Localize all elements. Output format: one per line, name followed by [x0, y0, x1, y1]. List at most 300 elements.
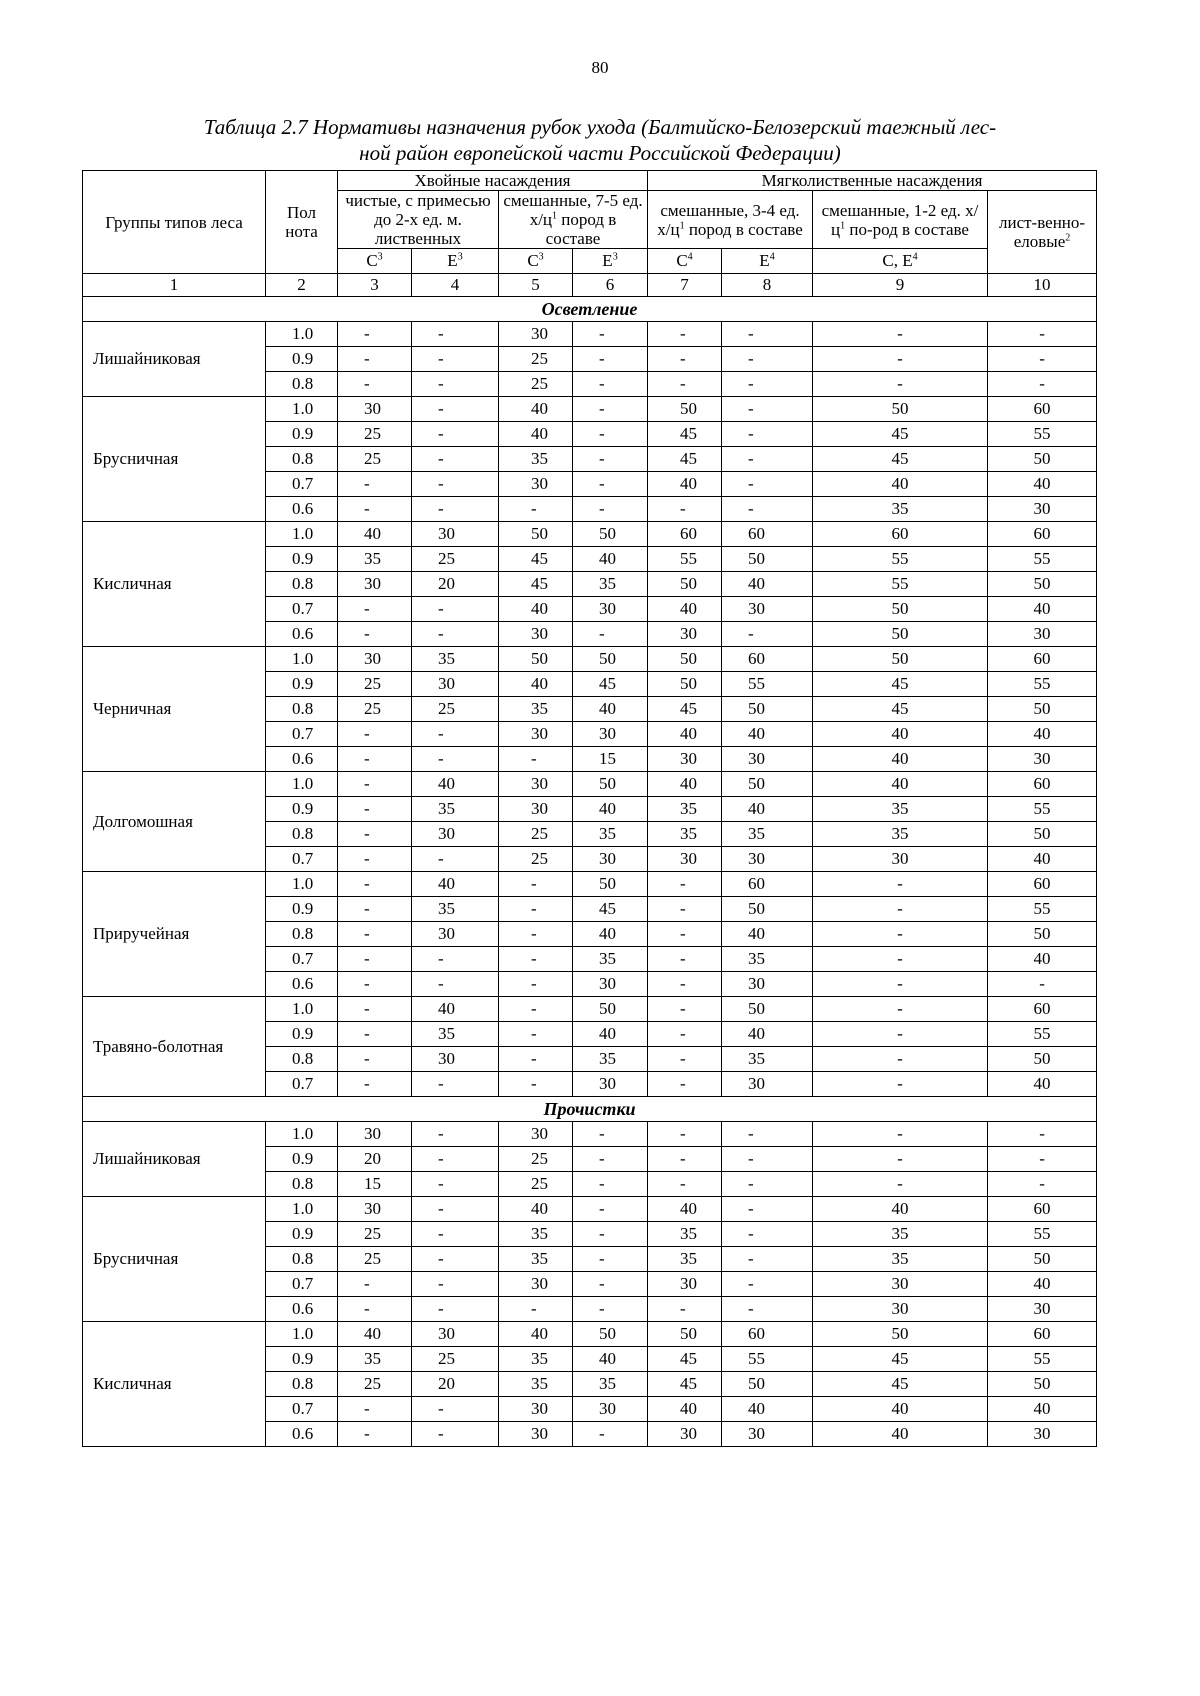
- value-cell: 30: [338, 572, 412, 597]
- value-cell: 45: [813, 697, 988, 722]
- value-cell: -: [338, 472, 412, 497]
- value-cell: 25: [499, 822, 573, 847]
- value-cell: 60: [813, 522, 988, 547]
- value-cell: -: [813, 1122, 988, 1147]
- value-cell: 30: [412, 1047, 499, 1072]
- value-cell: 45: [573, 897, 648, 922]
- value-cell: -: [412, 622, 499, 647]
- value-cell: 25: [412, 547, 499, 572]
- density-cell: 1.0: [266, 322, 338, 347]
- value-cell: 50: [648, 397, 722, 422]
- value-cell: 30: [648, 747, 722, 772]
- header-forest-group: Группы типов леса: [83, 171, 266, 274]
- value-cell: -: [722, 1147, 813, 1172]
- value-cell: -: [988, 1122, 1097, 1147]
- column-number: 3: [338, 274, 412, 297]
- value-cell: -: [722, 1122, 813, 1147]
- value-cell: -: [412, 1172, 499, 1197]
- value-cell: -: [648, 1072, 722, 1097]
- value-cell: 40: [722, 797, 813, 822]
- value-cell: 50: [988, 1047, 1097, 1072]
- value-cell: 40: [988, 947, 1097, 972]
- header-sub: $С^3$: [338, 249, 412, 274]
- density-cell: 0.9: [266, 1147, 338, 1172]
- value-cell: 45: [813, 1347, 988, 1372]
- value-cell: 55: [988, 897, 1097, 922]
- value-cell: -: [722, 472, 813, 497]
- value-cell: -: [412, 1147, 499, 1172]
- value-cell: 30: [722, 972, 813, 997]
- value-cell: -: [648, 372, 722, 397]
- value-cell: 50: [499, 647, 573, 672]
- value-cell: 40: [338, 1322, 412, 1347]
- value-cell: -: [648, 972, 722, 997]
- table-row: [83, 522, 1097, 547]
- value-cell: -: [573, 472, 648, 497]
- value-cell: 40: [722, 1397, 813, 1422]
- value-cell: 35: [338, 1347, 412, 1372]
- value-cell: 50: [648, 672, 722, 697]
- value-cell: -: [813, 922, 988, 947]
- value-cell: -: [338, 822, 412, 847]
- value-cell: -: [573, 1247, 648, 1272]
- value-cell: -: [412, 747, 499, 772]
- density-cell: 0.9: [266, 547, 338, 572]
- value-cell: 45: [573, 672, 648, 697]
- column-number: 1: [83, 274, 266, 297]
- value-cell: 40: [573, 1022, 648, 1047]
- column-number: 7: [648, 274, 722, 297]
- forest-group-name: Лишайниковая: [83, 1122, 266, 1197]
- value-cell: 40: [988, 1397, 1097, 1422]
- density-cell: 1.0: [266, 1322, 338, 1347]
- value-cell: 30: [338, 647, 412, 672]
- value-cell: -: [573, 622, 648, 647]
- value-cell: 40: [338, 522, 412, 547]
- value-cell: 50: [648, 1322, 722, 1347]
- value-cell: 55: [988, 672, 1097, 697]
- density-cell: 0.7: [266, 1397, 338, 1422]
- value-cell: -: [813, 872, 988, 897]
- value-cell: 35: [499, 1347, 573, 1372]
- value-cell: 35: [722, 1047, 813, 1072]
- value-cell: 15: [338, 1172, 412, 1197]
- density-cell: 1.0: [266, 522, 338, 547]
- value-cell: 50: [499, 522, 573, 547]
- value-cell: -: [813, 372, 988, 397]
- value-cell: -: [573, 1297, 648, 1322]
- value-cell: 25: [338, 422, 412, 447]
- section-row: [83, 1097, 1097, 1122]
- value-cell: 20: [412, 1372, 499, 1397]
- value-cell: -: [499, 1072, 573, 1097]
- header-softwood: Мягколиственные насаждения: [648, 171, 1097, 191]
- value-cell: -: [338, 847, 412, 872]
- forest-group-name: Лишайниковая: [83, 322, 266, 397]
- density-cell: 0.7: [266, 597, 338, 622]
- value-cell: -: [338, 622, 412, 647]
- density-cell: 0.6: [266, 972, 338, 997]
- value-cell: 40: [988, 597, 1097, 622]
- column-number: 10: [988, 274, 1097, 297]
- value-cell: -: [648, 1297, 722, 1322]
- value-cell: -: [988, 972, 1097, 997]
- density-cell: 0.9: [266, 1222, 338, 1247]
- value-cell: 30: [499, 722, 573, 747]
- value-cell: 30: [988, 497, 1097, 522]
- header-coniferous: Хвойные насаждения: [338, 171, 648, 191]
- value-cell: -: [412, 1072, 499, 1097]
- value-cell: -: [573, 347, 648, 372]
- value-cell: 30: [988, 1422, 1097, 1447]
- value-cell: 40: [988, 847, 1097, 872]
- value-cell: -: [573, 1197, 648, 1222]
- value-cell: 30: [412, 672, 499, 697]
- value-cell: 35: [573, 822, 648, 847]
- forest-group-name: Травяно-болотная: [83, 997, 266, 1097]
- value-cell: 35: [813, 822, 988, 847]
- value-cell: -: [412, 447, 499, 472]
- value-cell: 15: [573, 747, 648, 772]
- value-cell: 60: [722, 1322, 813, 1347]
- value-cell: -: [648, 347, 722, 372]
- value-cell: 50: [988, 1372, 1097, 1397]
- header-sub: $Е^3$: [573, 249, 648, 274]
- value-cell: -: [412, 472, 499, 497]
- value-cell: 55: [988, 1347, 1097, 1372]
- density-cell: 0.8: [266, 572, 338, 597]
- value-cell: -: [573, 1147, 648, 1172]
- value-cell: 40: [499, 1197, 573, 1222]
- value-cell: 40: [573, 547, 648, 572]
- value-cell: 30: [412, 1322, 499, 1347]
- value-cell: -: [722, 397, 813, 422]
- value-cell: 55: [813, 547, 988, 572]
- value-cell: 25: [338, 697, 412, 722]
- value-cell: 25: [338, 672, 412, 697]
- value-cell: -: [722, 497, 813, 522]
- value-cell: 30: [412, 922, 499, 947]
- value-cell: 40: [412, 997, 499, 1022]
- value-cell: 25: [499, 372, 573, 397]
- value-cell: 35: [648, 822, 722, 847]
- value-cell: -: [648, 322, 722, 347]
- value-cell: 40: [988, 1272, 1097, 1297]
- value-cell: -: [988, 347, 1097, 372]
- value-cell: 40: [412, 772, 499, 797]
- value-cell: -: [338, 372, 412, 397]
- value-cell: 60: [988, 397, 1097, 422]
- value-cell: 25: [338, 447, 412, 472]
- value-cell: -: [412, 497, 499, 522]
- value-cell: -: [722, 322, 813, 347]
- value-cell: 50: [988, 697, 1097, 722]
- value-cell: 25: [499, 1147, 573, 1172]
- value-cell: 35: [499, 1222, 573, 1247]
- value-cell: -: [499, 747, 573, 772]
- value-cell: -: [648, 497, 722, 522]
- value-cell: 50: [988, 822, 1097, 847]
- value-cell: -: [412, 847, 499, 872]
- density-cell: 1.0: [266, 1122, 338, 1147]
- value-cell: 30: [648, 1272, 722, 1297]
- density-cell: 0.9: [266, 1022, 338, 1047]
- column-number: 5: [499, 274, 573, 297]
- column-number: 2: [266, 274, 338, 297]
- value-cell: 30: [499, 772, 573, 797]
- density-cell: 0.8: [266, 922, 338, 947]
- table-row: [83, 997, 1097, 1022]
- value-cell: 35: [412, 897, 499, 922]
- value-cell: -: [813, 1147, 988, 1172]
- value-cell: 30: [338, 1122, 412, 1147]
- value-cell: 30: [499, 322, 573, 347]
- value-cell: -: [648, 872, 722, 897]
- section-title: Прочистки: [83, 1097, 1097, 1122]
- value-cell: 30: [988, 1297, 1097, 1322]
- value-cell: 25: [499, 1172, 573, 1197]
- value-cell: -: [722, 372, 813, 397]
- density-cell: 1.0: [266, 872, 338, 897]
- value-cell: 55: [988, 797, 1097, 822]
- forest-group-name: Кисличная: [83, 1322, 266, 1447]
- table-row: [83, 322, 1097, 347]
- value-cell: 25: [338, 1247, 412, 1272]
- page-number: 80: [591, 58, 609, 77]
- density-cell: 0.6: [266, 497, 338, 522]
- value-cell: 35: [648, 797, 722, 822]
- value-cell: 30: [988, 622, 1097, 647]
- value-cell: 40: [813, 472, 988, 497]
- value-cell: -: [648, 922, 722, 947]
- density-cell: 0.7: [266, 722, 338, 747]
- value-cell: 40: [499, 672, 573, 697]
- value-cell: 45: [813, 672, 988, 697]
- value-cell: -: [813, 1072, 988, 1097]
- value-cell: 35: [499, 447, 573, 472]
- header-mixed-1-2: смешанные, 1-2 ед. $х/ц^1$ по-род в составе: [813, 191, 988, 249]
- value-cell: -: [499, 497, 573, 522]
- value-cell: 30: [813, 1297, 988, 1322]
- value-cell: -: [813, 1172, 988, 1197]
- value-cell: -: [988, 322, 1097, 347]
- density-cell: 1.0: [266, 1197, 338, 1222]
- value-cell: 30: [499, 472, 573, 497]
- value-cell: 50: [988, 572, 1097, 597]
- value-cell: 60: [988, 522, 1097, 547]
- value-cell: -: [412, 397, 499, 422]
- density-cell: 1.0: [266, 647, 338, 672]
- value-cell: 40: [813, 1197, 988, 1222]
- value-cell: 40: [499, 597, 573, 622]
- table-caption: [100, 114, 1100, 166]
- value-cell: 30: [648, 622, 722, 647]
- value-cell: 50: [573, 647, 648, 672]
- value-cell: 50: [813, 597, 988, 622]
- value-cell: 55: [722, 1347, 813, 1372]
- value-cell: 35: [499, 1247, 573, 1272]
- value-cell: 40: [813, 1397, 988, 1422]
- value-cell: 30: [499, 1272, 573, 1297]
- value-cell: 50: [722, 697, 813, 722]
- density-cell: 0.8: [266, 372, 338, 397]
- value-cell: -: [573, 422, 648, 447]
- value-cell: -: [573, 1122, 648, 1147]
- value-cell: -: [499, 1022, 573, 1047]
- value-cell: 60: [988, 647, 1097, 672]
- value-cell: 35: [648, 1247, 722, 1272]
- value-cell: -: [573, 322, 648, 347]
- value-cell: 30: [573, 847, 648, 872]
- value-cell: 40: [813, 747, 988, 772]
- value-cell: -: [338, 1072, 412, 1097]
- density-cell: 0.8: [266, 1047, 338, 1072]
- value-cell: -: [412, 1197, 499, 1222]
- density-cell: 0.9: [266, 672, 338, 697]
- value-cell: -: [648, 947, 722, 972]
- value-cell: 35: [499, 1372, 573, 1397]
- value-cell: -: [338, 1022, 412, 1047]
- value-cell: -: [338, 872, 412, 897]
- density-cell: 0.8: [266, 1372, 338, 1397]
- value-cell: 35: [499, 697, 573, 722]
- table-row: [83, 1122, 1097, 1147]
- value-cell: -: [412, 422, 499, 447]
- value-cell: 50: [648, 647, 722, 672]
- value-cell: -: [499, 972, 573, 997]
- value-cell: 25: [412, 697, 499, 722]
- value-cell: 35: [813, 1247, 988, 1272]
- density-cell: 0.8: [266, 1172, 338, 1197]
- value-cell: 60: [988, 1322, 1097, 1347]
- value-cell: 40: [499, 1322, 573, 1347]
- value-cell: -: [573, 447, 648, 472]
- value-cell: 60: [988, 772, 1097, 797]
- value-cell: -: [338, 1047, 412, 1072]
- value-cell: 35: [813, 1222, 988, 1247]
- column-number: 8: [722, 274, 813, 297]
- density-cell: 0.6: [266, 747, 338, 772]
- value-cell: -: [412, 947, 499, 972]
- value-cell: -: [412, 597, 499, 622]
- value-cell: 45: [648, 1347, 722, 1372]
- value-cell: 40: [573, 1347, 648, 1372]
- value-cell: 25: [338, 1372, 412, 1397]
- value-cell: -: [573, 1222, 648, 1247]
- value-cell: -: [338, 497, 412, 522]
- density-cell: 1.0: [266, 997, 338, 1022]
- value-cell: -: [813, 897, 988, 922]
- density-cell: 0.8: [266, 447, 338, 472]
- value-cell: -: [813, 1047, 988, 1072]
- value-cell: -: [499, 1297, 573, 1322]
- value-cell: -: [412, 1222, 499, 1247]
- value-cell: 30: [722, 847, 813, 872]
- value-cell: 30: [573, 722, 648, 747]
- value-cell: -: [412, 1272, 499, 1297]
- value-cell: 30: [813, 1272, 988, 1297]
- value-cell: -: [338, 597, 412, 622]
- value-cell: 30: [722, 1422, 813, 1447]
- column-number: 4: [412, 274, 499, 297]
- column-number-row: [83, 274, 1097, 297]
- value-cell: 55: [648, 547, 722, 572]
- value-cell: 40: [499, 397, 573, 422]
- density-cell: 0.6: [266, 1422, 338, 1447]
- value-cell: 45: [648, 447, 722, 472]
- value-cell: -: [338, 1272, 412, 1297]
- header-sub: $С^4$: [648, 249, 722, 274]
- table-row: [83, 872, 1097, 897]
- density-cell: 0.7: [266, 947, 338, 972]
- value-cell: 40: [648, 597, 722, 622]
- value-cell: 60: [988, 1197, 1097, 1222]
- value-cell: -: [573, 1272, 648, 1297]
- value-cell: 55: [988, 1222, 1097, 1247]
- value-cell: -: [722, 1222, 813, 1247]
- value-cell: 30: [412, 522, 499, 547]
- value-cell: 50: [573, 1322, 648, 1347]
- value-cell: 50: [722, 997, 813, 1022]
- value-cell: 35: [573, 1372, 648, 1397]
- value-cell: 40: [813, 1422, 988, 1447]
- value-cell: 60: [988, 872, 1097, 897]
- value-cell: 50: [573, 522, 648, 547]
- norms-table: [82, 170, 1097, 1447]
- forest-group-name: Приручейная: [83, 872, 266, 997]
- value-cell: -: [722, 1297, 813, 1322]
- value-cell: 40: [722, 572, 813, 597]
- value-cell: 60: [722, 872, 813, 897]
- value-cell: 30: [722, 1072, 813, 1097]
- value-cell: -: [412, 322, 499, 347]
- value-cell: 35: [573, 572, 648, 597]
- value-cell: -: [338, 1397, 412, 1422]
- value-cell: -: [648, 1122, 722, 1147]
- value-cell: 40: [722, 1022, 813, 1047]
- value-cell: 40: [573, 797, 648, 822]
- density-cell: 0.6: [266, 622, 338, 647]
- value-cell: 25: [499, 847, 573, 872]
- value-cell: -: [573, 1172, 648, 1197]
- value-cell: 55: [813, 572, 988, 597]
- value-cell: -: [338, 897, 412, 922]
- value-cell: 30: [573, 597, 648, 622]
- header-mixed-3-4: смешанные, 3-4 ед. $х/ц^1$ пород в составе: [648, 191, 813, 249]
- table-row: [83, 1197, 1097, 1222]
- value-cell: -: [813, 1022, 988, 1047]
- value-cell: -: [573, 497, 648, 522]
- density-cell: 0.9: [266, 797, 338, 822]
- value-cell: 50: [988, 447, 1097, 472]
- value-cell: 50: [988, 1247, 1097, 1272]
- value-cell: 30: [499, 1397, 573, 1422]
- value-cell: 25: [338, 1222, 412, 1247]
- header-sub: $Е^3$: [412, 249, 499, 274]
- value-cell: 20: [412, 572, 499, 597]
- value-cell: -: [499, 997, 573, 1022]
- value-cell: -: [722, 622, 813, 647]
- value-cell: 50: [722, 547, 813, 572]
- density-cell: 0.9: [266, 1347, 338, 1372]
- value-cell: 35: [338, 547, 412, 572]
- value-cell: 35: [573, 1047, 648, 1072]
- value-cell: 55: [722, 672, 813, 697]
- value-cell: 40: [412, 872, 499, 897]
- value-cell: -: [648, 1022, 722, 1047]
- value-cell: -: [338, 722, 412, 747]
- value-cell: 45: [648, 697, 722, 722]
